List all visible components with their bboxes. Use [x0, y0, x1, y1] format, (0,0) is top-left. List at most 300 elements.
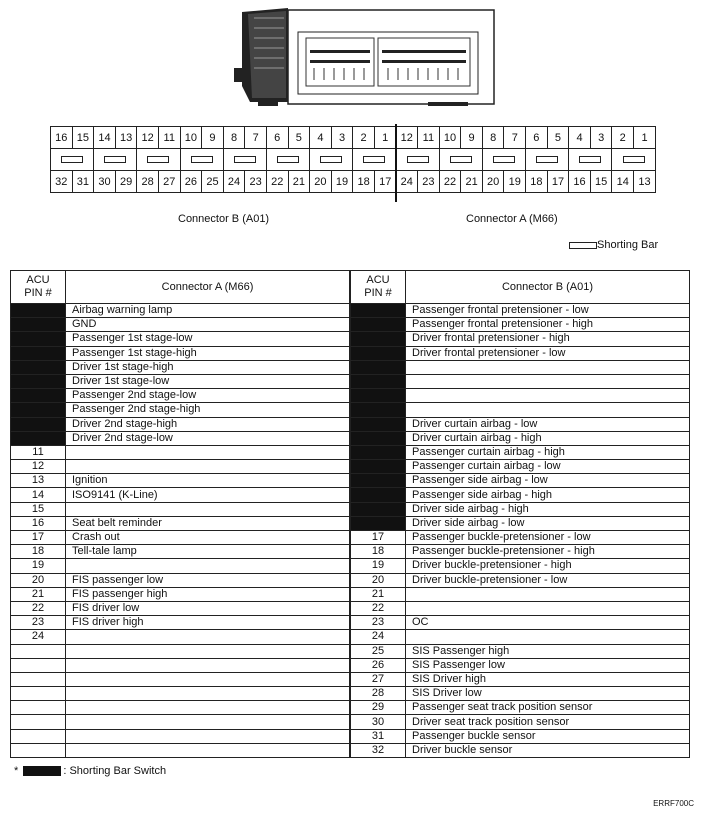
acu-pin-cell — [11, 417, 66, 431]
pin-description-cell: Passenger 1st stage-high — [66, 346, 350, 360]
pin-number: 27 — [158, 171, 180, 193]
pin-description-cell: Tell-tale lamp — [66, 545, 350, 559]
table-header — [11, 271, 350, 304]
acu-pin-cell — [11, 374, 66, 388]
table-row — [11, 672, 350, 686]
acu-pin-cell — [351, 374, 406, 388]
table-row — [11, 431, 350, 445]
acu-pin-cell — [11, 644, 66, 658]
acu-pin-cell: 31 — [351, 729, 406, 743]
pin-number: 19 — [331, 171, 353, 193]
footnote-star: * — [14, 765, 19, 777]
table-row — [11, 630, 350, 644]
table-row — [11, 417, 350, 431]
pin-number: 21 — [288, 171, 310, 193]
shorting-bar-icon — [61, 156, 83, 163]
acu-pin-cell: 15 — [11, 502, 66, 516]
table-row — [351, 374, 690, 388]
acu-pin-cell — [11, 658, 66, 672]
table-row — [351, 587, 690, 601]
acu-pin-cell — [351, 318, 406, 332]
acu-pin-cell — [11, 701, 66, 715]
acu-pin-cell: 21 — [351, 587, 406, 601]
pin-description-cell — [406, 374, 690, 388]
acu-pin-cell — [351, 488, 406, 502]
pin-number: 20 — [310, 171, 332, 193]
pin-number: 11 — [158, 127, 180, 149]
table-row — [11, 304, 350, 318]
table-row — [351, 559, 690, 573]
pin-description-cell: Passenger frontal pretensioner - low — [406, 304, 690, 318]
acu-pin-cell — [11, 360, 66, 374]
pin-description-cell: Driver 2nd stage-low — [66, 431, 350, 445]
table-row — [351, 318, 690, 332]
acu-pin-cell — [351, 474, 406, 488]
acu-pin-cell: 25 — [351, 644, 406, 658]
table-row — [11, 545, 350, 559]
pin-number: 10 — [180, 127, 202, 149]
table-row — [351, 389, 690, 403]
pin-description-cell — [406, 601, 690, 615]
shorting-bar-icon — [407, 156, 429, 163]
pin-description-cell: ISO9141 (K-Line) — [66, 488, 350, 502]
acu-pin-cell — [11, 346, 66, 360]
pin-description-cell: Driver side airbag - high — [406, 502, 690, 516]
acu-pin-cell — [11, 687, 66, 701]
pin-description-cell: Crash out — [66, 531, 350, 545]
pin-description-cell: Passenger side airbag - low — [406, 474, 690, 488]
acu-pin-cell: 11 — [11, 445, 66, 459]
table-row — [11, 601, 350, 615]
header-connector-a: Connector A (M66) — [66, 271, 350, 304]
acu-pin-cell — [11, 743, 66, 757]
pin-number: 13 — [634, 171, 656, 193]
acu-pin-cell — [351, 304, 406, 318]
acu-pin-cell: 24 — [11, 630, 66, 644]
connector-pin-diagram — [50, 126, 656, 193]
acu-pin-cell: 19 — [351, 559, 406, 573]
acu-pin-cell: 19 — [11, 559, 66, 573]
pin-number: 3 — [331, 127, 353, 149]
connector-b-table — [350, 270, 690, 758]
pin-number: 9 — [202, 127, 224, 149]
pin-description-cell — [66, 630, 350, 644]
pin-number: 7 — [504, 127, 526, 149]
header-acu-pin: ACU PIN # — [351, 271, 406, 304]
pin-description-cell: SIS Driver high — [406, 672, 690, 686]
shorting-bar-switch-swatch — [23, 766, 61, 776]
table-row — [351, 403, 690, 417]
pin-number: 4 — [310, 127, 332, 149]
acu-pin-cell: 12 — [11, 460, 66, 474]
pin-description-cell: Driver frontal pretensioner - low — [406, 346, 690, 360]
shorting-bar-icon — [104, 156, 126, 163]
pin-row-shorting-bars — [51, 149, 656, 171]
acu-pin-cell — [351, 502, 406, 516]
pin-number: 15 — [72, 127, 94, 149]
table-row — [351, 460, 690, 474]
pin-number: 2 — [353, 127, 375, 149]
pin-description-cell: Driver buckle-pretensioner - high — [406, 559, 690, 573]
table-row — [11, 474, 350, 488]
table-row — [11, 445, 350, 459]
pin-number: 1 — [634, 127, 656, 149]
acu-pin-cell — [351, 431, 406, 445]
shorting-bar-cell — [137, 149, 180, 171]
pin-number: 18 — [526, 171, 548, 193]
shorting-bar-icon — [320, 156, 342, 163]
acu-pin-cell: 17 — [11, 531, 66, 545]
shorting-bar-icon — [147, 156, 169, 163]
pin-description-cell: Airbag warning lamp — [66, 304, 350, 318]
table-row — [351, 531, 690, 545]
pin-number: 6 — [266, 127, 288, 149]
footnote — [14, 765, 166, 777]
shorting-bar-icon — [191, 156, 213, 163]
pin-number: 10 — [439, 127, 461, 149]
acu-pin-cell — [351, 360, 406, 374]
table-row — [351, 474, 690, 488]
pin-number: 7 — [245, 127, 267, 149]
pin-number: 24 — [396, 171, 418, 193]
table-row — [11, 374, 350, 388]
table-row — [11, 715, 350, 729]
table-row — [11, 460, 350, 474]
pin-description-cell: SIS Driver low — [406, 687, 690, 701]
pin-number: 30 — [94, 171, 116, 193]
table-row — [11, 559, 350, 573]
table-row — [11, 616, 350, 630]
pin-number: 14 — [612, 171, 634, 193]
table-row — [11, 332, 350, 346]
table-row — [351, 644, 690, 658]
pin-description-cell — [66, 445, 350, 459]
pin-description-cell: Driver buckle sensor — [406, 743, 690, 757]
shorting-bar-icon — [234, 156, 256, 163]
acu-pin-cell: 23 — [351, 616, 406, 630]
table-row — [11, 318, 350, 332]
pin-description-cell — [406, 587, 690, 601]
pin-description-cell — [66, 460, 350, 474]
table-row — [11, 502, 350, 516]
acu-pin-cell: 24 — [351, 630, 406, 644]
caption-connector-b: Connector B (A01) — [178, 213, 270, 225]
table-row — [11, 389, 350, 403]
shorting-bar-icon — [569, 242, 597, 249]
pin-description-cell — [66, 701, 350, 715]
pin-number: 16 — [51, 127, 73, 149]
pin-description-cell: Passenger 2nd stage-low — [66, 389, 350, 403]
footnote-text: : Shorting Bar Switch — [63, 765, 167, 777]
pin-description-cell: FIS passenger high — [66, 587, 350, 601]
acu-pin-cell: 21 — [11, 587, 66, 601]
acu-pin-cell: 14 — [11, 488, 66, 502]
pin-description-cell: Driver 1st stage-high — [66, 360, 350, 374]
pin-number: 17 — [547, 171, 569, 193]
header-acu-pin: ACU PIN # — [11, 271, 66, 304]
pin-description-cell: Ignition — [66, 474, 350, 488]
pin-number: 5 — [288, 127, 310, 149]
table-row — [351, 304, 690, 318]
pin-description-cell: Driver curtain airbag - low — [406, 417, 690, 431]
acu-pin-cell — [351, 445, 406, 459]
pin-number: 12 — [396, 127, 418, 149]
shorting-bar-legend — [569, 239, 658, 251]
table-row — [351, 630, 690, 644]
table-row — [11, 573, 350, 587]
pin-number: 29 — [115, 171, 137, 193]
legend-label: Shorting Bar — [597, 239, 659, 251]
table-row — [351, 502, 690, 516]
acu-pin-cell: 13 — [11, 474, 66, 488]
pin-description-cell — [66, 644, 350, 658]
pin-description-cell: GND — [66, 318, 350, 332]
acu-pin-cell: 27 — [351, 672, 406, 686]
pin-description-cell — [66, 502, 350, 516]
shorting-bar-icon — [536, 156, 558, 163]
table-row — [11, 729, 350, 743]
pin-description-cell: Driver seat track position sensor — [406, 715, 690, 729]
table-row — [351, 573, 690, 587]
shorting-bar-cell — [94, 149, 137, 171]
pin-number: 8 — [482, 127, 504, 149]
pin-description-cell: Passenger buckle-pretensioner - low — [406, 531, 690, 545]
shorting-bar-icon — [623, 156, 645, 163]
acu-unit-drawing — [228, 6, 500, 110]
pin-description-cell: Passenger 2nd stage-high — [66, 403, 350, 417]
pin-description-cell — [66, 672, 350, 686]
acu-pin-cell: 28 — [351, 687, 406, 701]
acu-pin-cell — [11, 304, 66, 318]
acu-pin-cell: 22 — [351, 601, 406, 615]
table-row — [351, 672, 690, 686]
acu-pin-cell — [11, 715, 66, 729]
pin-number: 6 — [526, 127, 548, 149]
acu-pin-cell: 16 — [11, 516, 66, 530]
pin-description-cell: Passenger curtain airbag - low — [406, 460, 690, 474]
pin-number: 22 — [266, 171, 288, 193]
acu-pin-cell — [11, 318, 66, 332]
pin-description-cell — [66, 715, 350, 729]
pin-number: 5 — [547, 127, 569, 149]
table-row — [11, 360, 350, 374]
shorting-bar-icon — [450, 156, 472, 163]
shorting-bar-icon — [363, 156, 385, 163]
acu-pin-cell: 20 — [351, 573, 406, 587]
pin-number: 26 — [180, 171, 202, 193]
acu-pin-cell: 20 — [11, 573, 66, 587]
acu-pin-cell: 18 — [351, 545, 406, 559]
table-row — [11, 346, 350, 360]
header-connector-b: Connector B (A01) — [406, 271, 690, 304]
table-row — [11, 743, 350, 757]
acu-pin-cell — [11, 431, 66, 445]
pin-description-cell: Driver curtain airbag - high — [406, 431, 690, 445]
table-row — [351, 445, 690, 459]
pin-description-cell: Passenger buckle-pretensioner - high — [406, 545, 690, 559]
pin-number: 20 — [482, 171, 504, 193]
shorting-bar-cell — [310, 149, 353, 171]
table-row — [351, 417, 690, 431]
pin-number: 12 — [137, 127, 159, 149]
pin-number: 28 — [137, 171, 159, 193]
pin-description-cell: FIS driver low — [66, 601, 350, 615]
acu-pin-cell: 17 — [351, 531, 406, 545]
pin-number: 15 — [590, 171, 612, 193]
pin-number: 11 — [418, 127, 440, 149]
acu-pin-cell: 22 — [11, 601, 66, 615]
table-row — [351, 488, 690, 502]
pin-number: 22 — [439, 171, 461, 193]
table-header — [351, 271, 690, 304]
pin-description-cell: Driver frontal pretensioner - high — [406, 332, 690, 346]
acu-pin-cell — [11, 389, 66, 403]
shorting-bar-cell — [180, 149, 223, 171]
table-row — [11, 658, 350, 672]
table-row — [11, 488, 350, 502]
table-row — [11, 516, 350, 530]
pin-description-cell — [66, 559, 350, 573]
acu-pin-cell — [351, 332, 406, 346]
pin-number: 23 — [418, 171, 440, 193]
acu-pin-cell — [351, 403, 406, 417]
pin-description-cell — [406, 630, 690, 644]
acu-pin-cell: 32 — [351, 743, 406, 757]
pin-number: 17 — [374, 171, 396, 193]
figure-code: ERRF700C — [653, 799, 694, 808]
acu-pin-cell — [11, 403, 66, 417]
table-row — [11, 687, 350, 701]
shorting-bar-cell — [51, 149, 94, 171]
table-row — [351, 516, 690, 530]
pin-description-cell: Passenger seat track position sensor — [406, 701, 690, 715]
acu-pin-cell — [351, 460, 406, 474]
pin-number: 4 — [569, 127, 591, 149]
shorting-bar-icon — [579, 156, 601, 163]
table-row — [351, 346, 690, 360]
table-row — [351, 658, 690, 672]
pin-description-cell — [66, 687, 350, 701]
shorting-bar-cell — [353, 149, 396, 171]
acu-pin-cell: 23 — [11, 616, 66, 630]
shorting-bar-cell — [526, 149, 569, 171]
pin-description-cell: Passenger curtain airbag - high — [406, 445, 690, 459]
pin-description-cell: SIS Passenger high — [406, 644, 690, 658]
table-row — [351, 545, 690, 559]
pin-description-cell: Passenger buckle sensor — [406, 729, 690, 743]
pin-number: 8 — [223, 127, 245, 149]
pin-number: 1 — [374, 127, 396, 149]
table-row — [351, 715, 690, 729]
table-row — [351, 360, 690, 374]
table-row — [351, 431, 690, 445]
pin-description-cell — [66, 729, 350, 743]
table-row — [11, 531, 350, 545]
acu-pin-cell — [11, 332, 66, 346]
acu-pin-cell: 18 — [11, 545, 66, 559]
pin-number: 31 — [72, 171, 94, 193]
pin-number: 32 — [51, 171, 73, 193]
acu-pin-cell: 29 — [351, 701, 406, 715]
shorting-bar-cell — [223, 149, 266, 171]
shorting-bar-cell — [266, 149, 309, 171]
pin-description-cell: FIS passenger low — [66, 573, 350, 587]
shorting-bar-icon — [277, 156, 299, 163]
table-row — [351, 687, 690, 701]
pin-description-cell: Driver side airbag - low — [406, 516, 690, 530]
table-row — [11, 701, 350, 715]
pin-description-cell: Passenger frontal pretensioner - high — [406, 318, 690, 332]
pin-description-cell: FIS driver high — [66, 616, 350, 630]
pin-description-cell: Driver buckle-pretensioner - low — [406, 573, 690, 587]
pin-description-cell — [66, 658, 350, 672]
shorting-bar-cell — [569, 149, 612, 171]
acu-pin-cell: 30 — [351, 715, 406, 729]
pin-description-cell: Passenger side airbag - high — [406, 488, 690, 502]
pin-number: 2 — [612, 127, 634, 149]
pin-description-cell — [406, 389, 690, 403]
pin-description-cell: Passenger 1st stage-low — [66, 332, 350, 346]
table-row — [351, 729, 690, 743]
connector-a-table — [10, 270, 350, 758]
pin-description-cell: Driver 2nd stage-high — [66, 417, 350, 431]
pin-number: 14 — [94, 127, 116, 149]
shorting-bar-cell — [396, 149, 439, 171]
pin-description-cell — [66, 743, 350, 757]
pin-number: 19 — [504, 171, 526, 193]
table-row — [11, 644, 350, 658]
shorting-bar-cell — [482, 149, 525, 171]
acu-pin-cell — [11, 729, 66, 743]
pin-number: 9 — [461, 127, 483, 149]
pin-number: 18 — [353, 171, 375, 193]
acu-pin-cell — [351, 417, 406, 431]
acu-pin-cell: 26 — [351, 658, 406, 672]
pin-description-cell: Seat belt reminder — [66, 516, 350, 530]
acu-pin-cell — [351, 346, 406, 360]
caption-connector-a: Connector A (M66) — [466, 213, 558, 225]
pin-number: 23 — [245, 171, 267, 193]
shorting-bar-icon — [493, 156, 515, 163]
acu-pin-cell — [11, 672, 66, 686]
pin-description-cell — [406, 403, 690, 417]
pin-number: 21 — [461, 171, 483, 193]
pin-number: 24 — [223, 171, 245, 193]
pin-description-cell: OC — [406, 616, 690, 630]
acu-pin-cell — [351, 516, 406, 530]
acu-pin-cell — [351, 389, 406, 403]
pin-row-bottom — [51, 171, 656, 193]
pin-row-top — [51, 127, 656, 149]
shorting-bar-cell — [439, 149, 482, 171]
table-row — [351, 332, 690, 346]
table-row — [11, 403, 350, 417]
table-row — [351, 601, 690, 615]
shorting-bar-cell — [612, 149, 656, 171]
pin-number: 3 — [590, 127, 612, 149]
pin-description-cell: SIS Passenger low — [406, 658, 690, 672]
table-row — [11, 587, 350, 601]
table-row — [351, 616, 690, 630]
pin-number: 25 — [202, 171, 224, 193]
table-row — [351, 743, 690, 757]
pin-number: 16 — [569, 171, 591, 193]
connector-divider — [395, 124, 397, 202]
pin-description-cell: Driver 1st stage-low — [66, 374, 350, 388]
pin-number: 13 — [115, 127, 137, 149]
pin-description-cell — [406, 360, 690, 374]
table-row — [351, 701, 690, 715]
